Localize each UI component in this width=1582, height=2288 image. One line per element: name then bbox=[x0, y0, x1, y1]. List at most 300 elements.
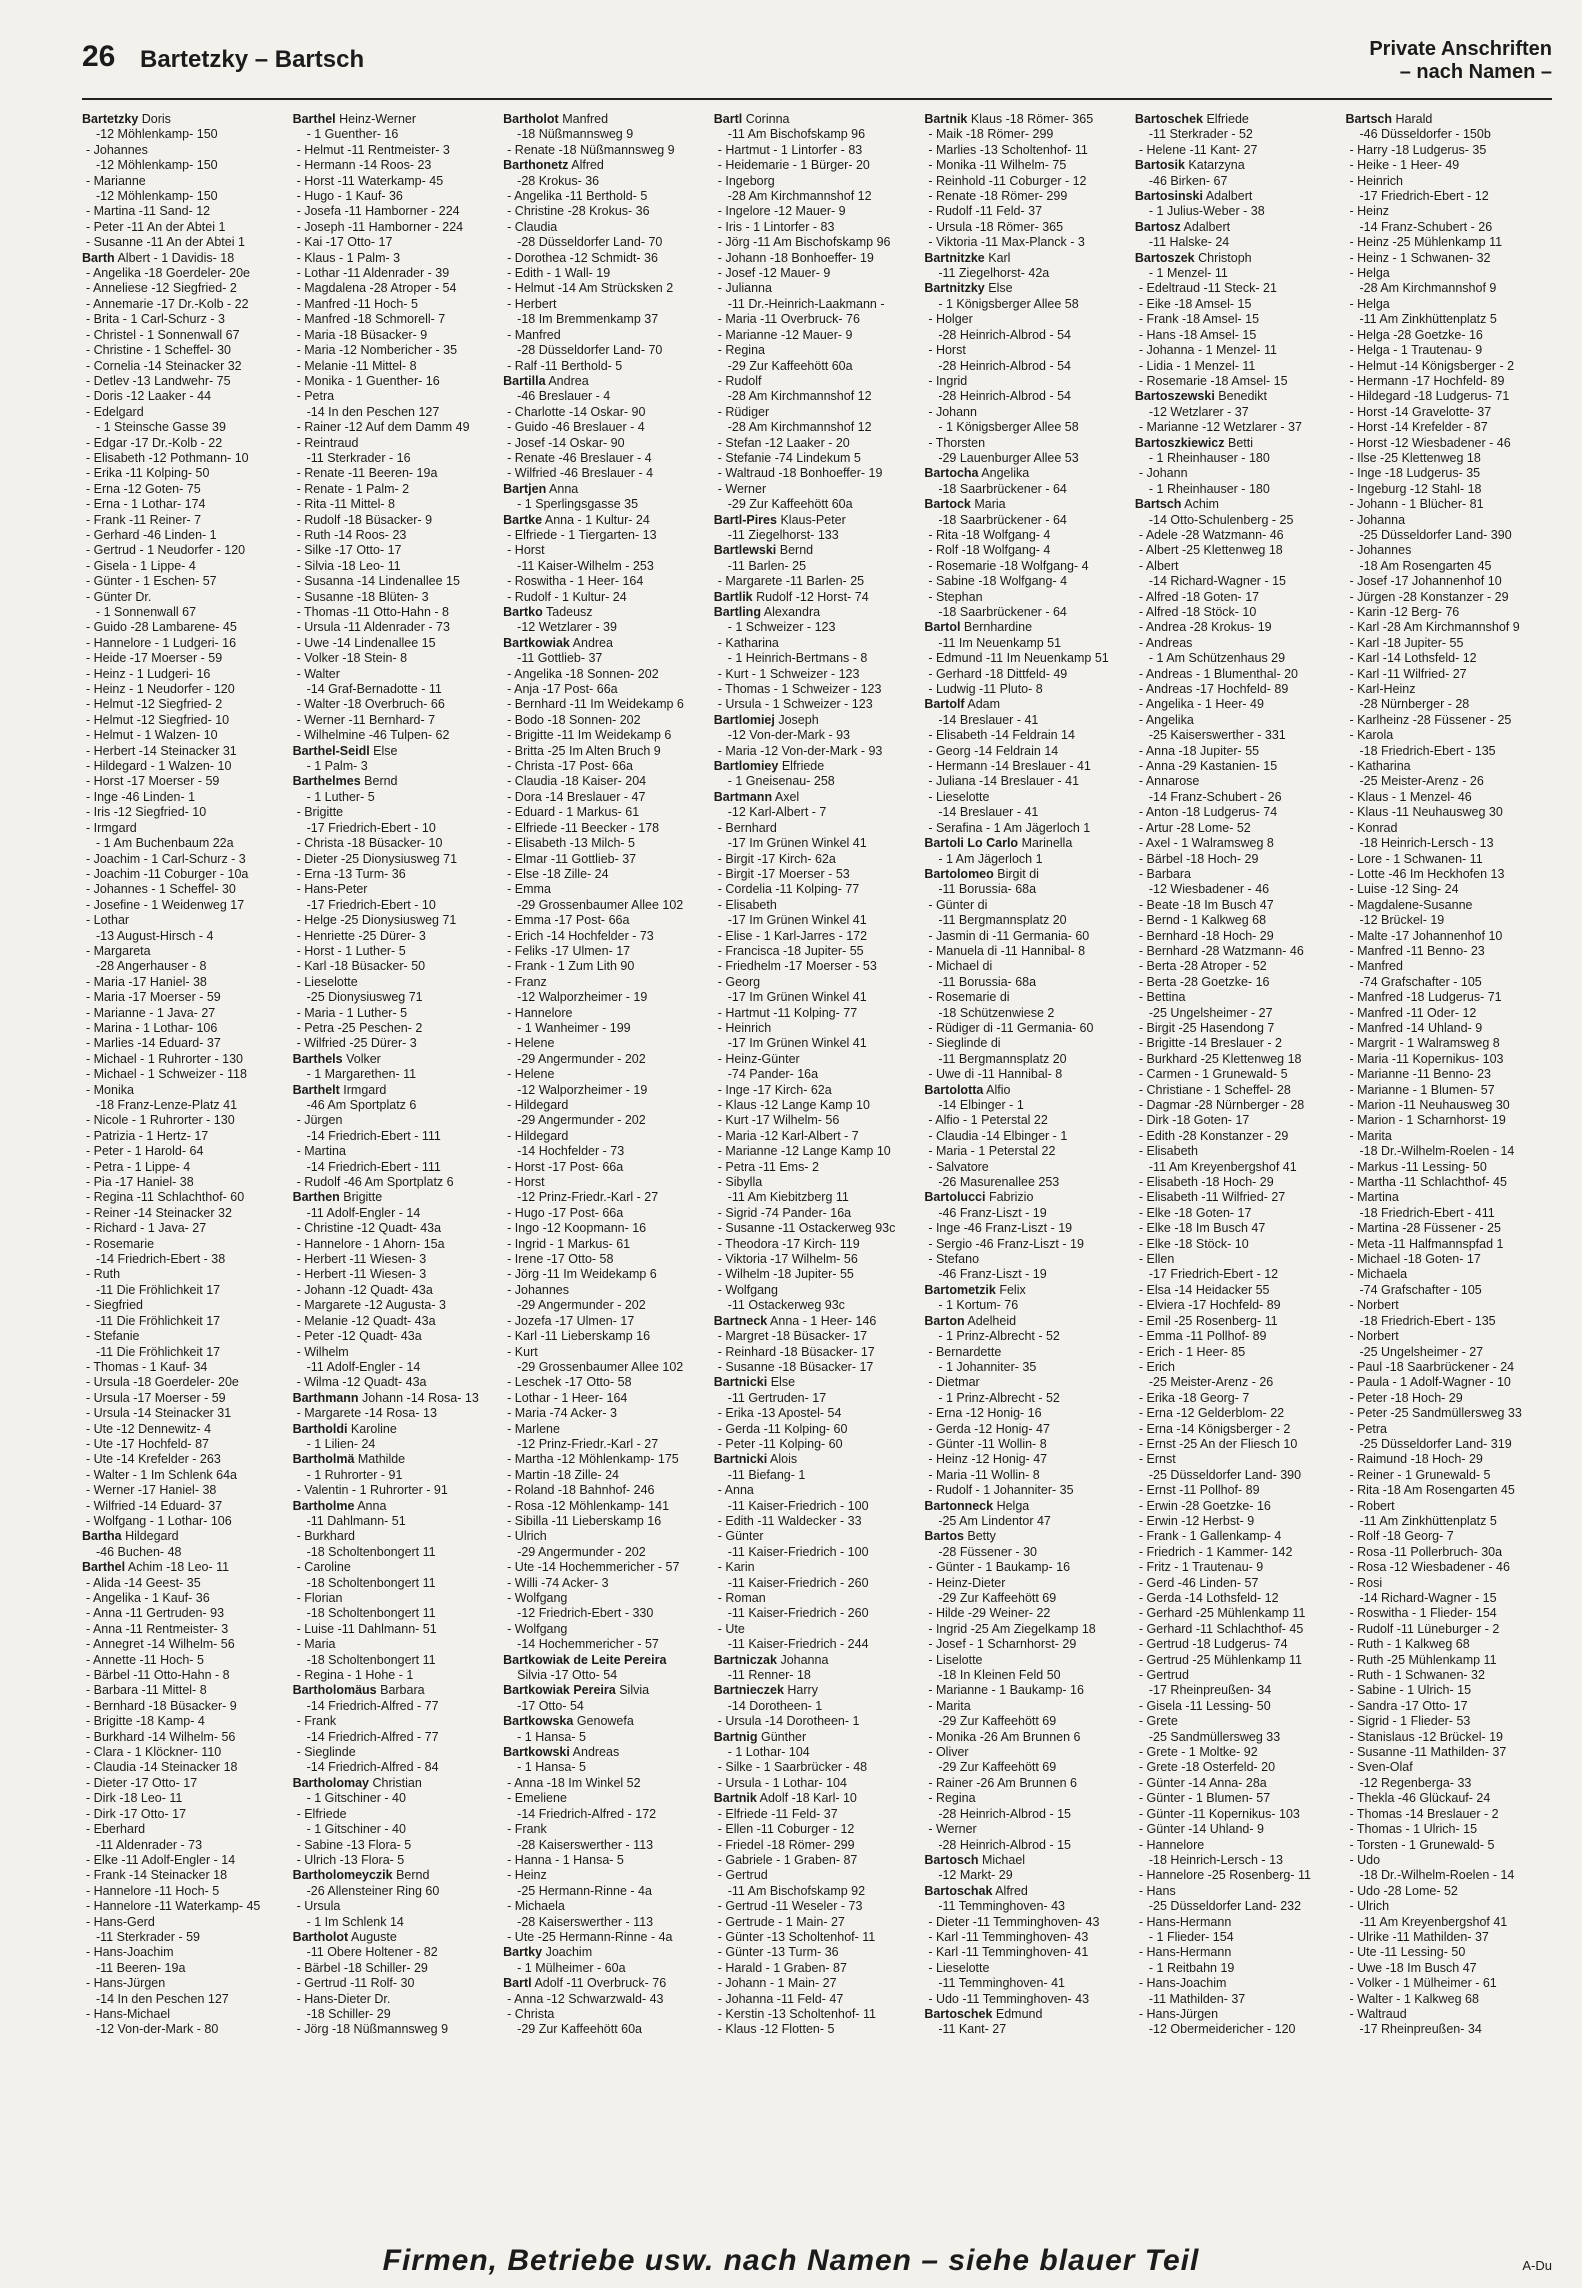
directory-entry bbox=[1135, 1699, 1342, 1714]
directory-entry bbox=[293, 297, 500, 312]
directory-entry bbox=[1345, 1314, 1552, 1329]
directory-entry bbox=[924, 821, 1131, 836]
entry-text: -25 Düsseldorfer Land- 390 bbox=[1359, 527, 1512, 542]
entry-text: - Hermann -14 Breslauer - 41 bbox=[928, 759, 1091, 774]
directory-entry bbox=[1135, 898, 1342, 913]
entry-text: - Angelika bbox=[1138, 712, 1194, 727]
entry-text: - Inge -17 Kirch- 62a bbox=[717, 1082, 832, 1097]
entry-text: - Margareta bbox=[86, 943, 151, 958]
entry-text: -12 Prinz-Friedr.-Karl - 27 bbox=[517, 1436, 659, 1451]
entry-text: - 1 Johanniter- 35 bbox=[938, 1359, 1037, 1374]
entry-text: -18 Saarbrückener - 64 bbox=[938, 512, 1067, 527]
directory-entry bbox=[503, 297, 710, 312]
entry-text: - Florian bbox=[296, 1591, 343, 1605]
directory-entry bbox=[503, 1314, 710, 1329]
directory-entry bbox=[82, 574, 289, 589]
entry-text: -11 Adolf-Engler - 14 bbox=[306, 1205, 421, 1220]
entry-text: -12 Möhlenkamp- 150 bbox=[96, 158, 218, 173]
entry-text: - 1 Königsberger Allee 58 bbox=[938, 420, 1079, 435]
surname: Bartilla bbox=[503, 373, 546, 388]
entry-text: - Ute -25 Hermann-Rinne - 4a bbox=[507, 1929, 673, 1944]
entry-text: - Regina -11 Schlachthof- 60 bbox=[86, 1190, 245, 1205]
directory-entry bbox=[293, 1252, 500, 1267]
directory-entry bbox=[1135, 882, 1342, 897]
entry-text: - Berta -28 Goetzke- 16 bbox=[1138, 974, 1270, 989]
entry-text: -25 Kaiserswerther - 331 bbox=[1148, 728, 1286, 743]
directory-entry bbox=[1135, 1252, 1342, 1267]
entry-text: - 1 Gitschiner - 40 bbox=[306, 1822, 406, 1837]
directory-entry bbox=[82, 867, 289, 882]
directory-entry bbox=[293, 1976, 500, 1991]
directory-entry bbox=[1345, 1961, 1552, 1976]
entry-text: -11 Dr.-Heinrich-Laakmann - bbox=[727, 296, 885, 311]
directory-entry bbox=[1345, 944, 1552, 959]
directory-column bbox=[714, 112, 921, 2157]
directory-entry bbox=[1135, 235, 1342, 250]
directory-entry bbox=[1345, 1683, 1552, 1698]
entry-text: - Maria -11 Kopernikus- 103 bbox=[1349, 1051, 1504, 1066]
directory-entry bbox=[1345, 1637, 1552, 1652]
directory-entry bbox=[293, 482, 500, 497]
directory-entry bbox=[82, 251, 289, 266]
entry-text: Adolf -11 Overbruck- 76 bbox=[534, 1976, 667, 1991]
directory-entry bbox=[503, 836, 710, 851]
entry-text: -14 Elbinger - 1 bbox=[938, 1098, 1024, 1112]
directory-entry bbox=[924, 1267, 1131, 1282]
directory-entry bbox=[714, 1776, 921, 1791]
entry-text: - Heinz bbox=[507, 1868, 547, 1883]
entry-text: -29 Zur Kaffeehött 60a bbox=[517, 2022, 643, 2037]
directory-entry bbox=[503, 405, 710, 420]
directory-entry bbox=[714, 620, 921, 635]
entry-text: Birgit di bbox=[997, 866, 1039, 881]
directory-entry bbox=[503, 1160, 710, 1175]
entry-text: - Erika -13 Apostel- 54 bbox=[717, 1406, 842, 1421]
entry-text: - Claudia bbox=[507, 219, 558, 234]
entry-text: - Anneliese -12 Siegfried- 2 bbox=[86, 281, 237, 296]
entry-text: - Josef - 1 Scharnhorst- 29 bbox=[928, 1637, 1077, 1652]
entry-text: Mathilde bbox=[357, 1452, 406, 1467]
entry-text: - Peter -12 Quadt- 43a bbox=[296, 1329, 422, 1344]
entry-text: - Andrea -28 Krokus- 19 bbox=[1138, 620, 1272, 635]
directory-entry bbox=[82, 1113, 289, 1128]
directory-entry bbox=[503, 1375, 710, 1390]
directory-entry bbox=[714, 805, 921, 820]
directory-entry bbox=[1345, 1113, 1552, 1128]
surname: Bartkowiak Pereira bbox=[503, 1683, 616, 1698]
directory-entry bbox=[924, 1036, 1131, 1051]
directory-entry bbox=[82, 204, 289, 219]
surname: Bartolucci bbox=[924, 1190, 986, 1205]
directory-entry bbox=[503, 805, 710, 820]
directory-entry bbox=[924, 898, 1131, 913]
entry-text: - Jürgen -28 Konstanzer - 29 bbox=[1349, 589, 1509, 604]
entry-text: - Helge -25 Dionysiusweg 71 bbox=[296, 913, 457, 928]
directory-entry bbox=[1135, 359, 1342, 374]
directory-entry bbox=[1135, 1083, 1342, 1098]
entry-text: - Werner -11 Bernhard- 7 bbox=[296, 712, 436, 727]
entry-text: - Margrit - 1 Walramsweg 8 bbox=[1349, 1036, 1500, 1051]
entry-text: -18 Saarbrückener - 64 bbox=[938, 605, 1067, 619]
entry-text: - Regina - 1 Hohe - 1 bbox=[296, 1668, 414, 1683]
entry-text: -18 Schützenwiese 2 bbox=[938, 1005, 1055, 1020]
directory-entry bbox=[82, 1375, 289, 1390]
directory-entry bbox=[1135, 1976, 1342, 1991]
directory-entry bbox=[293, 1791, 500, 1806]
directory-entry bbox=[924, 497, 1131, 512]
entry-text: -17 Friedrich-Ebert - 12 bbox=[1359, 189, 1489, 204]
entry-text: Silvia -17 Otto- 54 bbox=[517, 1668, 618, 1683]
entry-text: - Maria - 1 Peterstal 22 bbox=[928, 1144, 1056, 1159]
directory-entry bbox=[503, 466, 710, 481]
directory-entry bbox=[1345, 1452, 1552, 1467]
directory-entry bbox=[1135, 1391, 1342, 1406]
directory-entry bbox=[293, 667, 500, 682]
directory-entry bbox=[503, 251, 710, 266]
entry-text: -11 Kaiser-Friedrich - 260 bbox=[727, 1575, 869, 1590]
entry-text: - Gertrude - 1 Main- 27 bbox=[717, 1914, 845, 1929]
directory-entry bbox=[503, 1868, 710, 1883]
directory-entry bbox=[1345, 1360, 1552, 1375]
directory-entry bbox=[503, 235, 710, 250]
entry-text: - Valentin - 1 Ruhrorter - 91 bbox=[296, 1483, 448, 1498]
directory-entry bbox=[82, 944, 289, 959]
directory-entry bbox=[82, 821, 289, 836]
entry-text: - Manuela di -11 Hannibal- 8 bbox=[928, 943, 1086, 958]
entry-text: - Renate -11 Beeren- 19a bbox=[296, 466, 438, 481]
entry-text: - Johann - 1 Main- 27 bbox=[717, 1976, 837, 1991]
directory-entry bbox=[714, 1422, 921, 1437]
entry-text: - Johanna bbox=[1349, 512, 1406, 527]
entry-text: - Theodora -17 Kirch- 119 bbox=[717, 1236, 860, 1251]
entry-text: -11 Gottlieb- 37 bbox=[517, 651, 603, 666]
entry-text: - Elise - 1 Karl-Jarres - 172 bbox=[717, 928, 868, 943]
entry-text: - Petra -11 Ems- 2 bbox=[717, 1159, 819, 1174]
directory-entry bbox=[1135, 513, 1342, 528]
entry-text: - Guido -28 Lambarene- 45 bbox=[86, 620, 237, 635]
entry-text: - Wilfried -46 Breslauer - 4 bbox=[507, 466, 654, 481]
entry-text: - Günter -11 Kopernikus- 103 bbox=[1138, 1806, 1300, 1821]
entry-text: - 1 Prinz-Albrecht - 52 bbox=[938, 1390, 1060, 1405]
entry-text: - Frank -18 Amsel- 15 bbox=[1138, 312, 1260, 327]
entry-text: - Sibylla bbox=[717, 1175, 763, 1190]
entry-text: - Rüdiger bbox=[717, 404, 770, 419]
entry-text: - Renate -18 Römer- 299 bbox=[928, 189, 1068, 204]
directory-entry bbox=[503, 1791, 710, 1806]
directory-entry bbox=[503, 374, 710, 389]
entry-text: Silvia bbox=[619, 1683, 650, 1698]
entry-text: - Günter -14 Uhland- 9 bbox=[1138, 1822, 1264, 1837]
directory-entry bbox=[1135, 143, 1342, 158]
entry-text: - Horst bbox=[507, 543, 545, 558]
directory-entry bbox=[1345, 852, 1552, 867]
directory-entry bbox=[714, 1591, 921, 1606]
directory-entry bbox=[1135, 1468, 1342, 1483]
entry-text: - Heinz -25 Mühlenkamp 11 bbox=[1349, 235, 1503, 250]
entry-text: - Lore - 1 Schwanen- 11 bbox=[1349, 851, 1483, 866]
entry-text: - Ernst -25 An der Fliesch 10 bbox=[1138, 1436, 1298, 1451]
directory-entry bbox=[714, 1252, 921, 1267]
entry-text: - Wolfgang bbox=[507, 1621, 568, 1636]
entry-text: -29 Zur Kaffeehött 69 bbox=[938, 1760, 1057, 1775]
entry-text: - Artur -28 Lome- 52 bbox=[1138, 820, 1251, 835]
directory-entry bbox=[503, 1606, 710, 1621]
directory-entry bbox=[503, 1098, 710, 1113]
directory-entry bbox=[293, 451, 500, 466]
entry-text: -17 Friedrich-Ebert - 10 bbox=[306, 820, 436, 835]
directory-entry bbox=[293, 204, 500, 219]
directory-entry bbox=[503, 728, 710, 743]
entry-text: Anna bbox=[357, 1498, 387, 1513]
directory-entry bbox=[503, 1884, 710, 1899]
directory-entry bbox=[1345, 1822, 1552, 1837]
entry-text: - Christel - 1 Sonnenwall 67 bbox=[86, 327, 240, 342]
entry-text: - Hildegard -18 Ludgerus- 71 bbox=[1349, 389, 1510, 404]
entry-text: - Ilse -25 Klettenweg 18 bbox=[1349, 450, 1481, 465]
directory-entry bbox=[503, 1221, 710, 1236]
directory-entry bbox=[714, 297, 921, 312]
entry-text: - Oliver bbox=[928, 1745, 969, 1760]
directory-entry bbox=[924, 682, 1131, 697]
entry-text: - Ursula -14 Dorotheen- 1 bbox=[717, 1714, 860, 1729]
directory-entry bbox=[714, 543, 921, 558]
directory-entry bbox=[1135, 543, 1342, 558]
directory-entry bbox=[1345, 1391, 1552, 1406]
directory-entry bbox=[1345, 1668, 1552, 1683]
entry-text: - Horst -14 Krefelder - 87 bbox=[1349, 420, 1488, 435]
directory-entry bbox=[82, 1653, 289, 1668]
entry-text: - Hartmut - 1 Lintorfer - 83 bbox=[717, 142, 863, 157]
directory-entry bbox=[1345, 1283, 1552, 1298]
directory-entry bbox=[714, 528, 921, 543]
directory-entry bbox=[82, 436, 289, 451]
directory-entry bbox=[1135, 251, 1342, 266]
entry-text: - Gerhard -46 Linden- 1 bbox=[86, 527, 217, 542]
directory-entry bbox=[82, 1483, 289, 1498]
directory-entry bbox=[293, 158, 500, 173]
directory-entry bbox=[1135, 420, 1342, 435]
directory-entry bbox=[714, 636, 921, 651]
directory-entry bbox=[1135, 1776, 1342, 1791]
entry-text: - Hans-Joachim bbox=[1138, 1976, 1227, 1991]
directory-entry bbox=[1135, 697, 1342, 712]
directory-entry bbox=[1345, 2007, 1552, 2022]
entry-text: - Serafina - 1 Am Jägerloch 1 bbox=[928, 820, 1091, 835]
entry-text: Anna bbox=[549, 481, 579, 496]
directory-entry bbox=[714, 2022, 921, 2037]
entry-text: - Sabine - 1 Ulrich- 15 bbox=[1349, 1683, 1472, 1698]
entry-text: - Gertrud bbox=[1138, 1668, 1189, 1683]
directory-entry bbox=[293, 174, 500, 189]
directory-entry bbox=[293, 1144, 500, 1159]
entry-text: - Günter Dr. bbox=[86, 589, 152, 604]
directory-entry bbox=[714, 482, 921, 497]
entry-text: - Ingrid bbox=[928, 373, 968, 388]
entry-text: - Frank -14 Steinacker 18 bbox=[86, 1868, 228, 1883]
directory-entry bbox=[503, 1961, 710, 1976]
entry-text: - Birgit -25 Hasendong 7 bbox=[1138, 1020, 1275, 1035]
entry-text: - Stanislaus -12 Brückel- 19 bbox=[1349, 1729, 1504, 1744]
entry-text: - Harald - 1 Graben- 87 bbox=[717, 1960, 847, 1975]
directory-entry bbox=[1345, 1791, 1552, 1806]
directory-entry bbox=[82, 1221, 289, 1236]
directory-entry bbox=[1345, 497, 1552, 512]
entry-text: - Hanna - 1 Hansa- 5 bbox=[507, 1852, 624, 1867]
entry-text: -46 Buchen- 48 bbox=[96, 1544, 182, 1559]
page-title: Bartetzky – Bartsch bbox=[140, 46, 365, 73]
directory-entry bbox=[714, 1499, 921, 1514]
surname: Bartniczak bbox=[713, 1652, 777, 1667]
directory-entry bbox=[1135, 266, 1342, 281]
directory-entry bbox=[714, 1021, 921, 1036]
directory-entry bbox=[924, 1422, 1131, 1437]
entry-text: - Ernst -11 Pollhof- 89 bbox=[1138, 1483, 1260, 1498]
directory-entry bbox=[1345, 975, 1552, 990]
entry-text: - Jürgen bbox=[296, 1113, 343, 1128]
directory-entry bbox=[714, 1807, 921, 1822]
directory-entry bbox=[714, 1345, 921, 1360]
directory-entry bbox=[714, 1992, 921, 2007]
directory-entry bbox=[82, 281, 289, 296]
entry-text: Klaus -18 Römer- 365 bbox=[970, 112, 1094, 126]
entry-text: - Helga -28 Goetzke- 16 bbox=[1349, 327, 1483, 342]
surname: Bartholomay bbox=[292, 1775, 369, 1790]
directory-entry bbox=[82, 590, 289, 605]
directory-entry bbox=[1135, 852, 1342, 867]
entry-text: Benedikt bbox=[1218, 389, 1267, 404]
directory-entry bbox=[293, 528, 500, 543]
directory-entry bbox=[1345, 281, 1552, 296]
entry-text: - Elmar -11 Gottlieb- 37 bbox=[507, 851, 637, 866]
entry-text: - Torsten - 1 Grunewald- 5 bbox=[1349, 1837, 1495, 1852]
directory-entry bbox=[1135, 1653, 1342, 1668]
directory-entry bbox=[293, 929, 500, 944]
entry-text: - Marita bbox=[928, 1698, 971, 1713]
entry-text: - 1 Guenther- 16 bbox=[306, 127, 399, 142]
surname: Bartosch bbox=[924, 1852, 979, 1867]
directory-entry bbox=[82, 1760, 289, 1775]
directory-entry bbox=[82, 1175, 289, 1190]
entry-text: - Bernardette bbox=[928, 1344, 1002, 1359]
directory-entry bbox=[1345, 451, 1552, 466]
directory-entry bbox=[1135, 1113, 1342, 1128]
directory-entry bbox=[82, 959, 289, 974]
entry-text: - Gerhard -18 Dittfeld- 49 bbox=[928, 666, 1068, 681]
entry-text: - Bärbel -18 Schiller- 29 bbox=[296, 1960, 428, 1975]
directory-entry bbox=[293, 1298, 500, 1313]
directory-entry bbox=[1135, 836, 1342, 851]
directory-entry bbox=[924, 713, 1131, 728]
directory-entry bbox=[503, 636, 710, 651]
directory-entry bbox=[503, 1406, 710, 1421]
entry-text: -11 Am Kreyenbergshof 41 bbox=[1359, 1914, 1508, 1929]
entry-text: - Udo -11 Temminghoven- 43 bbox=[928, 1991, 1090, 2006]
surname: Bartko bbox=[503, 605, 543, 619]
directory-entry bbox=[714, 1576, 921, 1591]
directory-entry bbox=[1345, 220, 1552, 235]
directory-entry bbox=[924, 1529, 1131, 1544]
entry-text: -11 Im Neuenkamp 51 bbox=[938, 635, 1062, 650]
directory-entry bbox=[1345, 389, 1552, 404]
directory-entry bbox=[714, 867, 921, 882]
directory-entry bbox=[82, 1683, 289, 1698]
directory-entry bbox=[1135, 1237, 1342, 1252]
directory-entry bbox=[293, 1683, 500, 1698]
entry-text: - Elfriede -11 Beecker - 178 bbox=[507, 820, 660, 835]
entry-text: - Sven-Olaf bbox=[1349, 1760, 1413, 1775]
directory-entry bbox=[1345, 359, 1552, 374]
entry-text: - Emma -17 Post- 66a bbox=[507, 913, 630, 928]
directory-entry bbox=[924, 1683, 1131, 1698]
directory-entry bbox=[82, 1591, 289, 1606]
directory-entry bbox=[503, 2007, 710, 2022]
entry-text: -11 Kaiser-Friedrich - 100 bbox=[727, 1544, 869, 1559]
directory-entry bbox=[924, 343, 1131, 358]
entry-text: - Dirk -17 Otto- 17 bbox=[86, 1806, 187, 1821]
entry-text: - Frank bbox=[296, 1714, 337, 1729]
entry-text: - Caroline bbox=[296, 1560, 351, 1575]
directory-entry bbox=[714, 1237, 921, 1252]
entry-text: - Ulrich -13 Flora- 5 bbox=[296, 1852, 405, 1867]
entry-text: - Heide -17 Moerser - 59 bbox=[86, 651, 223, 666]
entry-text: - Rita -11 Mittel- 8 bbox=[296, 497, 395, 512]
directory-entry bbox=[714, 682, 921, 697]
directory-entry bbox=[293, 1314, 500, 1329]
entry-text: Bernhardine bbox=[963, 620, 1033, 635]
entry-text: - Ursula - 1 Schweizer - 123 bbox=[717, 697, 873, 712]
entry-text: - Ute -14 Krefelder - 263 bbox=[86, 1452, 221, 1467]
directory-entry bbox=[714, 744, 921, 759]
entry-text: - Melanie -11 Mittel- 8 bbox=[296, 358, 417, 373]
directory-entry bbox=[293, 1853, 500, 1868]
entry-text: - Maria -18 Büsacker- 9 bbox=[296, 327, 428, 342]
entry-text: - Manfred -18 Ludgerus- 71 bbox=[1349, 990, 1502, 1005]
directory-entry bbox=[82, 451, 289, 466]
entry-text: - Maria -12 Karl-Albert - 7 bbox=[717, 1128, 859, 1143]
directory-entry bbox=[924, 1437, 1131, 1452]
entry-text: - Pia -17 Haniel- 38 bbox=[86, 1175, 194, 1190]
directory-entry bbox=[714, 1267, 921, 1282]
entry-text: Christian bbox=[372, 1775, 422, 1790]
entry-text: - Uwe di -11 Hannibal- 8 bbox=[928, 1067, 1063, 1082]
directory-entry bbox=[293, 867, 500, 882]
entry-text: - Gisela -11 Lessing- 50 bbox=[1138, 1698, 1271, 1713]
entry-text: Anna - 1 Heer- 146 bbox=[770, 1313, 877, 1328]
entry-text: - Kurt bbox=[507, 1344, 538, 1359]
entry-text: - Irene -17 Otto- 58 bbox=[507, 1252, 614, 1267]
directory-entry bbox=[714, 605, 921, 620]
directory-entry bbox=[1135, 1884, 1342, 1899]
directory-entry bbox=[1135, 651, 1342, 666]
entry-text: - Anna -11 Gertruden- 93 bbox=[86, 1606, 225, 1621]
directory-entry bbox=[503, 482, 710, 497]
directory-entry bbox=[714, 852, 921, 867]
directory-entry bbox=[924, 1129, 1131, 1144]
entry-text: - Walter bbox=[296, 666, 340, 681]
directory-entry bbox=[293, 821, 500, 836]
directory-entry bbox=[714, 1437, 921, 1452]
entry-text: - Renate - 1 Palm- 2 bbox=[296, 481, 410, 496]
directory-entry bbox=[82, 1437, 289, 1452]
directory-entry bbox=[293, 1637, 500, 1652]
directory-entry bbox=[924, 1853, 1131, 1868]
entry-text: -28 Angerhauser - 8 bbox=[96, 959, 207, 974]
directory-entry bbox=[1345, 1052, 1552, 1067]
directory-entry bbox=[82, 1622, 289, 1637]
directory-entry bbox=[924, 1945, 1131, 1960]
directory-entry bbox=[503, 1760, 710, 1775]
surname: Bartosik bbox=[1134, 158, 1185, 173]
